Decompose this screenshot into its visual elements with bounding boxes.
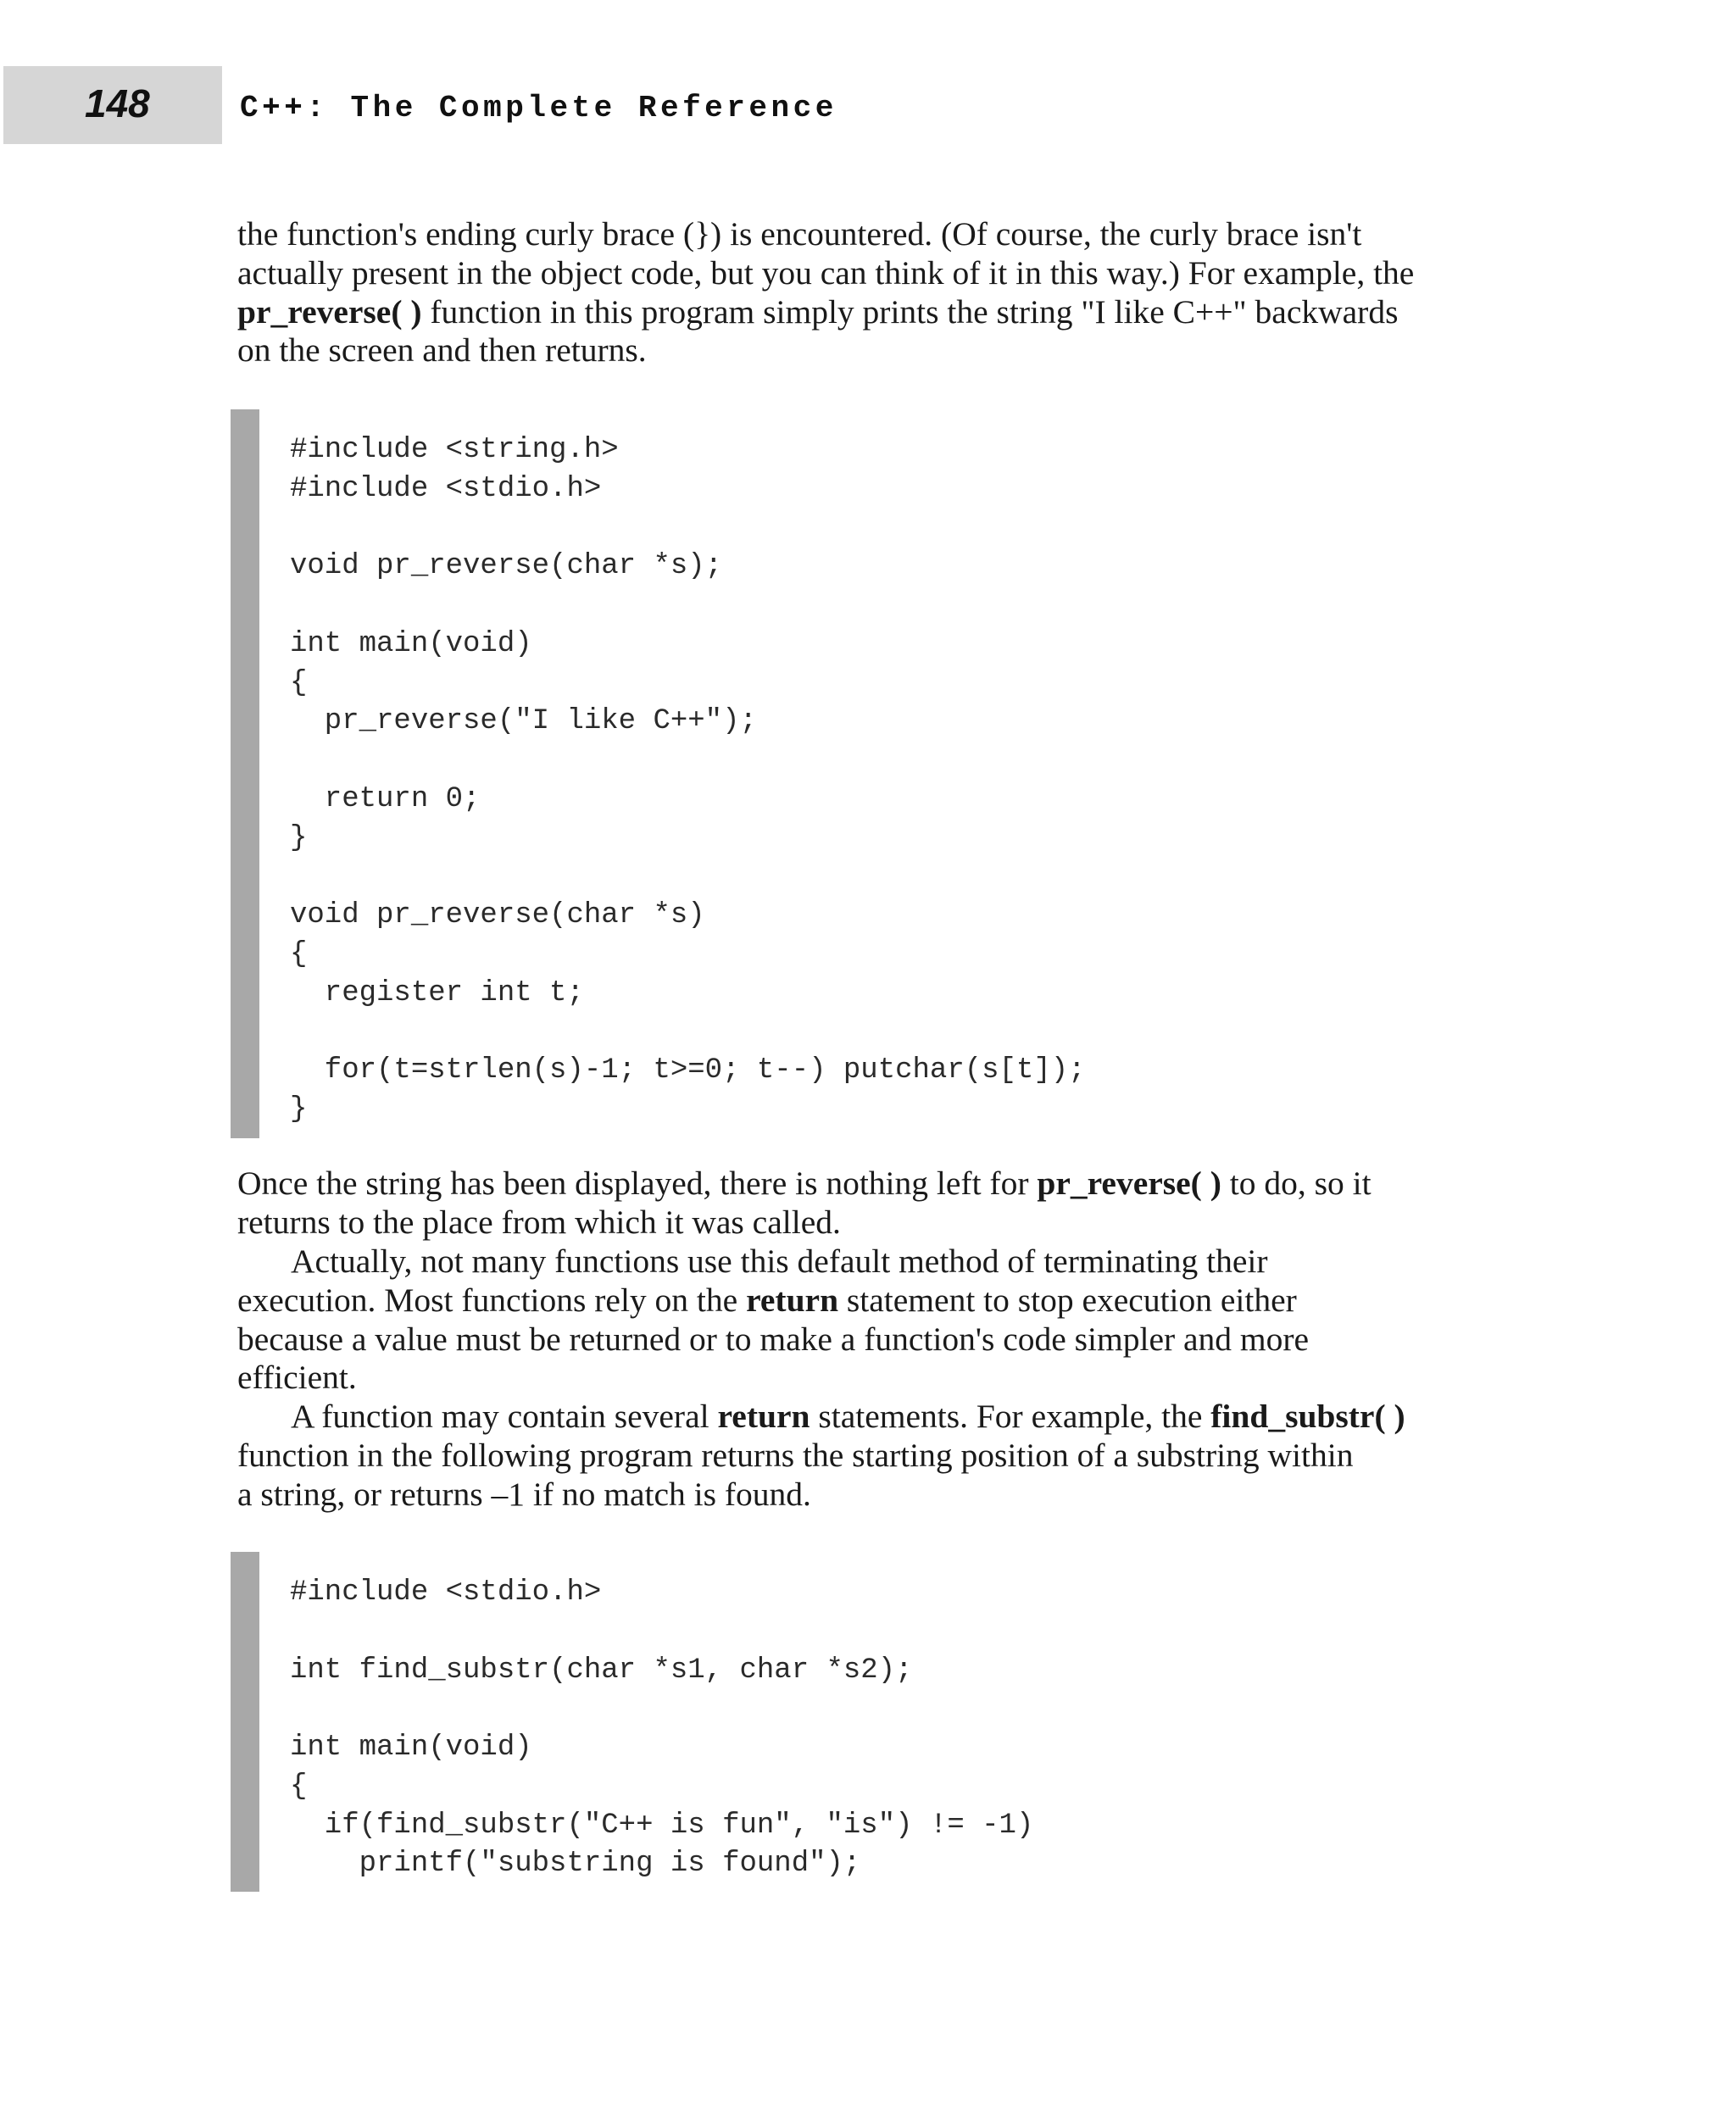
code-margin-bar: [231, 409, 259, 1138]
text-span: statement to stop execution either: [838, 1281, 1297, 1319]
code-line: {: [290, 666, 308, 699]
paragraph-intro: [237, 215, 1509, 370]
text-line: efficient.: [237, 1359, 357, 1397]
code-line: int main(void): [290, 1732, 532, 1764]
code-line: #include <string.h>: [290, 434, 619, 466]
text-line: [237, 293, 1509, 332]
text-line: function in the following program returns the starting position of a substring within: [237, 1436, 1354, 1474]
code-line: int main(void): [290, 627, 532, 660]
code-line: register int t;: [290, 976, 584, 1009]
code-line: }: [290, 821, 308, 854]
text-line: on the screen and then returns.: [237, 331, 647, 370]
text-line: returns to the place from which it was called.: [237, 1203, 841, 1241]
paragraph-multiple-returns: [237, 1398, 1509, 1514]
text-line: Actually, not many functions use this default method of terminating their: [291, 1243, 1268, 1280]
paragraph-after-listing: [237, 1165, 1509, 1243]
code-line: int find_substr(char *s1, char *s2);: [290, 1654, 913, 1687]
text-line: because a value must be returned or to make a function's code simpler and more: [237, 1320, 1310, 1358]
code-line: }: [290, 1092, 308, 1126]
function-name: pr_reverse( ): [237, 292, 422, 331]
page-number: 148: [85, 81, 150, 125]
text-span: A function may contain several: [291, 1398, 718, 1435]
keyword: return: [717, 1398, 810, 1435]
code-line: {: [290, 937, 308, 970]
code-text: [290, 1574, 1033, 1884]
function-name: pr_reverse( ): [1037, 1165, 1221, 1202]
text-span: function in this program simply prints the string "I like C++" backwards: [421, 292, 1399, 331]
code-line: for(t=strlen(s)-1; t>=0; t--) putchar(s[t]);: [290, 1054, 1086, 1087]
code-line: #include <stdio.h>: [290, 472, 602, 505]
code-line: pr_reverse("I like C++");: [290, 705, 757, 738]
text-span: statements. For example, the: [810, 1398, 1211, 1435]
text-line: [237, 1281, 1509, 1320]
text-line: [237, 1398, 1509, 1437]
text-line: the function's ending curly brace (}) is encountered. (Of course, the curly brace isn't: [237, 215, 1362, 253]
text-line: actually present in the object code, but you can think of it in this way.) For example, the: [237, 253, 1415, 292]
code-line: void pr_reverse(char *s): [290, 899, 705, 931]
code-listing-pr-reverse: [231, 409, 1502, 1138]
text-line: [237, 1165, 1509, 1204]
function-name: find_substr( ): [1210, 1398, 1405, 1435]
keyword: return: [746, 1281, 839, 1319]
code-line: #include <stdio.h>: [290, 1576, 602, 1609]
text-span: execution. Most functions rely on the: [237, 1281, 747, 1319]
code-line: printf("substring is found");: [290, 1848, 861, 1881]
text-span: to do, so it: [1221, 1165, 1372, 1202]
code-line: if(find_substr("C++ is fun", "is") != -1): [290, 1809, 1034, 1842]
code-text: [290, 431, 1086, 1130]
text-line: a string, or returns –1 if no match is found.: [237, 1475, 811, 1513]
code-listing-find-substr: [231, 1552, 1502, 1892]
text-span: Once the string has been displayed, there is nothing left for: [237, 1165, 1038, 1202]
paragraph-return-usage: [237, 1243, 1509, 1398]
code-line: void pr_reverse(char *s);: [290, 550, 723, 583]
code-margin-bar: [231, 1552, 259, 1892]
running-head: C++: The Complete Reference: [240, 91, 837, 125]
code-line: return 0;: [290, 782, 481, 815]
code-line: {: [290, 1770, 308, 1803]
